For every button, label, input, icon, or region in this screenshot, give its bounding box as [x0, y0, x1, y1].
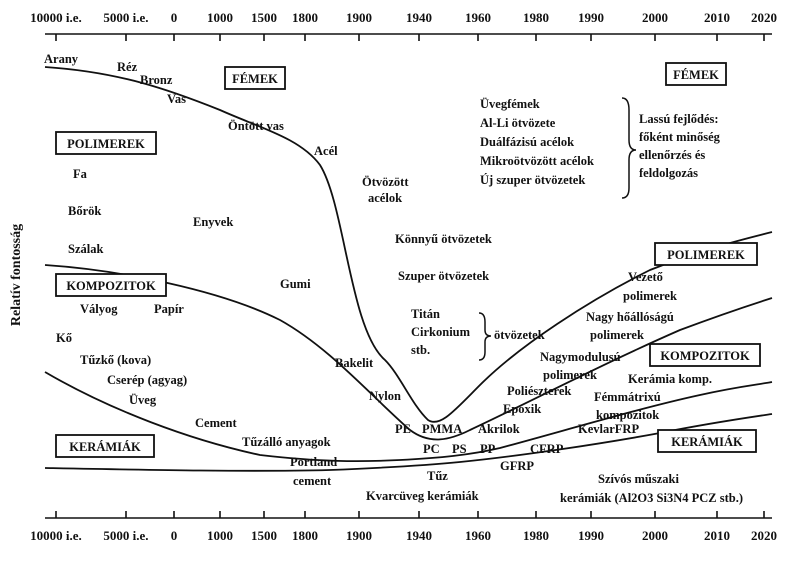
- top-tick-label: 1900: [346, 10, 372, 25]
- label-rez: Réz: [117, 60, 138, 74]
- label-vezeto-1: Vezető: [628, 270, 663, 284]
- label-portland-2: cement: [293, 474, 332, 488]
- label-lassu-1: Lassú fejlődés:: [639, 112, 719, 126]
- top-tick-labels: [30, 10, 777, 25]
- label-cfrp: CFRP: [530, 442, 564, 456]
- titanium-brace: [479, 313, 491, 360]
- label-poliesz: Poliészterek: [507, 384, 572, 398]
- keramiak-left-label: KERÁMIÁK: [69, 440, 141, 454]
- label-acelok: acélok: [368, 191, 403, 205]
- label-borok: Bőrök: [68, 204, 102, 218]
- top-tick-label: 5000 i.e.: [103, 10, 149, 25]
- label-nagyhoall-2: polimerek: [590, 328, 644, 342]
- bottom-tick-label: 1990: [578, 528, 604, 543]
- label-gfrp: GFRP: [500, 459, 535, 473]
- top-tick-label: 2000: [642, 10, 668, 25]
- label-lassu-3: ellenőrzés és: [639, 148, 706, 162]
- keramiak-right-label: KERÁMIÁK: [671, 435, 743, 449]
- keramiak-right-box: [658, 430, 756, 452]
- label-nagymod-1: Nagymodulusú: [540, 350, 621, 364]
- label-kvarc: Kvarcüveg kerámiák: [366, 489, 479, 503]
- femek-right-label: FÉMEK: [673, 68, 719, 82]
- label-keramiak-list: kerámiák (Al2O3 Si3N4 PCZ stb.): [560, 491, 743, 505]
- label-pe: PE: [395, 422, 411, 436]
- label-konnyu: Könnyű ötvözetek: [395, 232, 492, 246]
- label-fa: Fa: [73, 167, 87, 181]
- kompozitok-right-box: [650, 344, 760, 366]
- label-ko: Kő: [56, 331, 72, 345]
- label-al-li: Al-Li ötvözete: [480, 116, 556, 130]
- top-tick-label: 1800: [292, 10, 318, 25]
- bottom-tick-label: 1800: [292, 528, 318, 543]
- label-stb: stb.: [411, 343, 431, 357]
- label-arany: Arany: [44, 52, 79, 66]
- top-tick-label: 1990: [578, 10, 604, 25]
- y-axis-label: Relatív fontosság: [9, 223, 24, 327]
- label-pp: PP: [480, 442, 496, 456]
- label-nagyhoall-1: Nagy hőállóságú: [586, 310, 674, 324]
- label-szivos: Szívós műszaki: [598, 472, 679, 486]
- label-otvozott: Ötvözött: [362, 175, 409, 189]
- bottom-tick-label: 1900: [346, 528, 372, 543]
- top-tick-label: 1960: [465, 10, 491, 25]
- top-tick-label: 1500: [251, 10, 277, 25]
- label-acel: Acél: [314, 144, 338, 158]
- label-lassu-2: főként minőség: [639, 130, 720, 144]
- bottom-tick-label: 1500: [251, 528, 277, 543]
- top-tick-label: 2010: [704, 10, 730, 25]
- label-titan: Titán: [411, 307, 440, 321]
- kompozitok-right-label: KOMPOZITOK: [660, 349, 750, 363]
- top-tick-label: 1940: [406, 10, 432, 25]
- polimerek-right-label: POLIMEREK: [667, 248, 745, 262]
- label-tuzko: Tűzkő (kova): [80, 353, 152, 367]
- top-tick-marks: [56, 34, 764, 41]
- kompozitok-left-label: KOMPOZITOK: [66, 279, 156, 293]
- label-dualfazisu: Duálfázisú acélok: [480, 135, 575, 149]
- bottom-tick-label: 10000 i.e.: [30, 528, 82, 543]
- femek-left-label: FÉMEK: [232, 72, 278, 86]
- label-uveg: Üveg: [129, 393, 157, 407]
- keramiak-left-box: [56, 435, 154, 457]
- label-tuzallo: Tűzálló anyagok: [242, 435, 331, 449]
- bottom-tick-label: 0: [170, 528, 178, 543]
- label-femmatrix-2: kompozitok: [596, 408, 660, 422]
- label-femmatrix-1: Fémmátrixú: [594, 390, 661, 404]
- label-portland-1: Portland: [290, 455, 338, 469]
- bottom-tick-label: 1980: [523, 528, 549, 543]
- label-pmma: PMMA: [422, 422, 463, 436]
- bottom-tick-label: 5000 i.e.: [103, 528, 149, 543]
- bottom-tick-marks: [56, 511, 764, 518]
- polimerek-left-box: [56, 132, 156, 154]
- polimerek-right-box: [655, 243, 757, 265]
- label-vas: Vas: [167, 92, 186, 106]
- bottom-tick-label: 2020: [751, 528, 777, 543]
- label-papir: Papír: [154, 302, 184, 316]
- metals-right-brace: [622, 98, 636, 198]
- femek-right-box: [666, 63, 726, 85]
- top-tick-label: 1000: [207, 10, 233, 25]
- bottom-tick-labels: [30, 528, 777, 543]
- top-tick-label: 2020: [751, 10, 777, 25]
- label-cirkonium: Cirkonium: [411, 325, 471, 339]
- bottom-tick-label: 1940: [406, 528, 432, 543]
- top-tick-label: 10000 i.e.: [30, 10, 82, 25]
- label-vezeto-2: polimerek: [623, 289, 677, 303]
- bottom-tick-label: 2000: [642, 528, 668, 543]
- label-ps: PS: [452, 442, 467, 456]
- label-valyog: Vályog: [80, 302, 118, 316]
- label-szuper: Szuper ötvözetek: [398, 269, 490, 283]
- kompozitok-left-box: [56, 274, 166, 296]
- top-tick-label: 1980: [523, 10, 549, 25]
- label-cement: Cement: [195, 416, 237, 430]
- bottom-tick-label: 1000: [207, 528, 233, 543]
- label-ontott-vas: Öntött vas: [228, 119, 284, 133]
- label-otvozetek: ötvözetek: [494, 328, 545, 342]
- label-nylon: Nylon: [369, 389, 401, 403]
- label-pc: PC: [423, 442, 440, 456]
- label-szalak: Szálak: [68, 242, 104, 256]
- label-epoxik: Epoxik: [503, 402, 542, 416]
- bottom-tick-label: 1960: [465, 528, 491, 543]
- bottom-tick-label: 2010: [704, 528, 730, 543]
- label-mikro: Mikroötvözött acélok: [480, 154, 594, 168]
- polimerek-left-label: POLIMEREK: [67, 137, 145, 151]
- label-akrilok: Akrilok: [478, 422, 520, 436]
- femek-left-box: [225, 67, 285, 89]
- label-enyvek: Enyvek: [193, 215, 234, 229]
- label-gumi: Gumi: [280, 277, 311, 291]
- label-nagymod-2: polimerek: [543, 368, 597, 382]
- label-tuz: Tűz: [427, 469, 448, 483]
- label-lassu-4: feldolgozás: [639, 166, 699, 180]
- label-bronz: Bronz: [140, 73, 173, 87]
- label-uvegfemek: Üvegfémek: [480, 97, 540, 111]
- top-tick-label: 0: [170, 10, 178, 25]
- label-uj-szuper: Új szuper ötvözetek: [480, 173, 586, 187]
- label-cserep: Cserép (agyag): [107, 373, 188, 387]
- label-bakelit: Bakelit: [335, 356, 374, 370]
- label-kevlar: KevlarFRP: [578, 422, 640, 436]
- label-keramia-komp: Kerámia komp.: [628, 372, 713, 386]
